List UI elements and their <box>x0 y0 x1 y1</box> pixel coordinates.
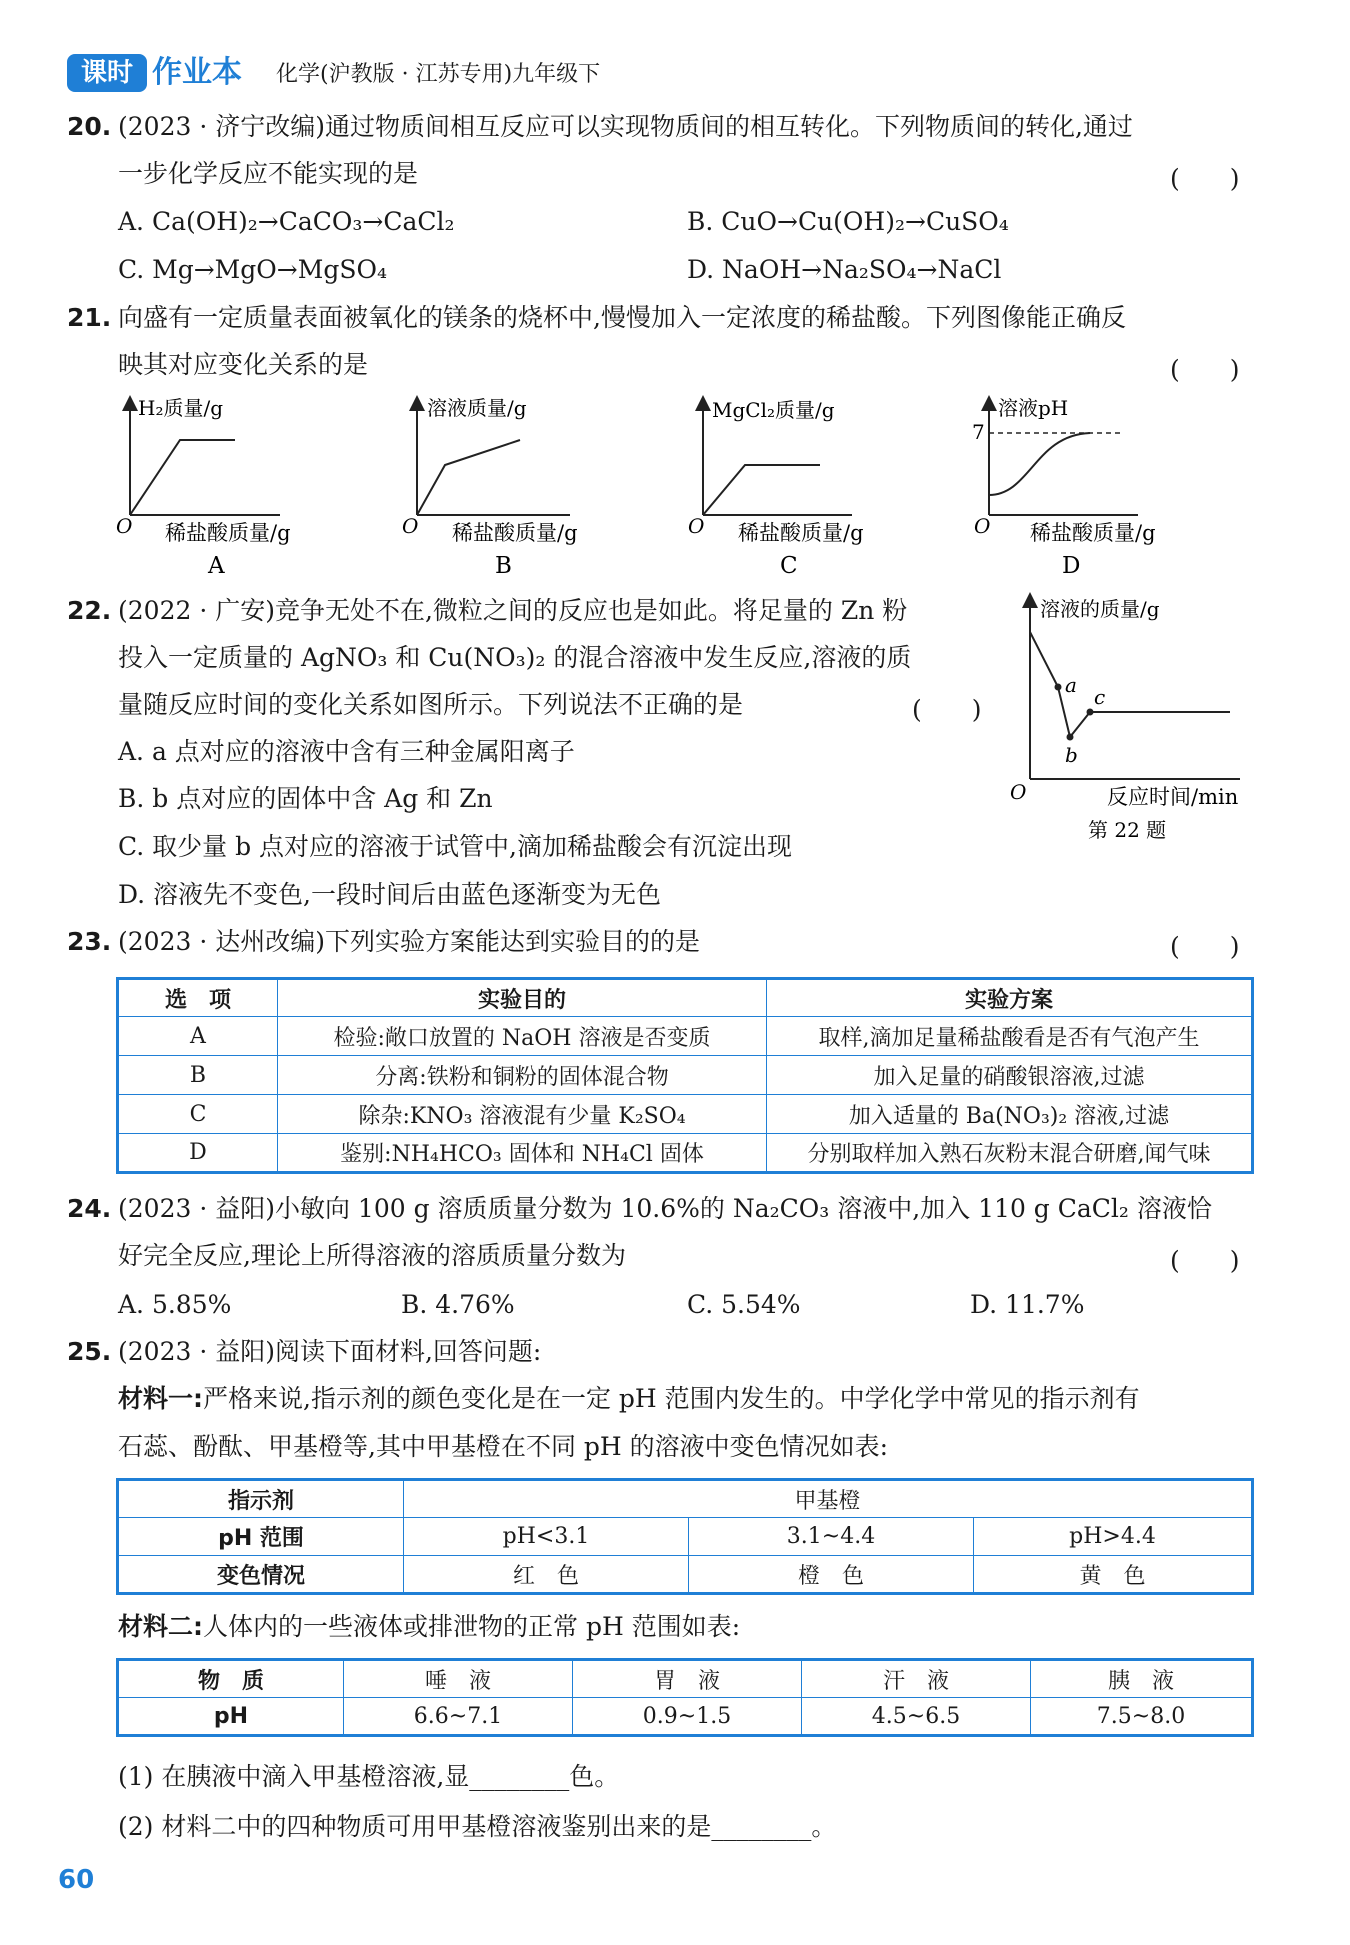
t1-cell: 橙 色 <box>689 1556 974 1594</box>
t2-cell: 胰 液 <box>1031 1660 1253 1698</box>
t1-header-indicator: 指示剂 <box>118 1480 404 1518</box>
q24-option-a: A. 5.85% <box>118 1290 232 1319</box>
book-title: 作业本 <box>152 55 242 90</box>
q23-cell: 加入足量的硝酸银溶液,过滤 <box>767 1056 1253 1095</box>
q25-table2 <box>116 1658 1254 1737</box>
q22-option-b: B. b 点对应的固体中含 Ag 和 Zn <box>118 784 493 813</box>
graph-d-xlabel: 稀盐酸质量/g <box>1030 521 1156 545</box>
graph-c-curve <box>703 465 820 515</box>
t1-cell: 3.1~4.4 <box>689 1518 974 1556</box>
q25-line1: (2023 · 益阳)阅读下面材料,回答问题: <box>118 1337 542 1366</box>
t1-header-ph: pH 范围 <box>118 1518 404 1556</box>
t1-cell: 红 色 <box>404 1556 689 1594</box>
graph-b-xlabel: 稀盐酸质量/g <box>452 521 578 545</box>
q25-material1-label: 材料一: <box>118 1384 203 1413</box>
q20-line2: 一步化学反应不能实现的是 <box>118 159 419 188</box>
q21-graphs <box>100 395 1280 590</box>
q24-line2: 好完全反应,理论上所得溶液的溶质质量分数为 <box>118 1241 626 1270</box>
t2-cell: 0.9~1.5 <box>573 1698 802 1736</box>
graph-b-curve <box>417 440 520 515</box>
q22-option-a: A. a 点对应的溶液中含有三种金属阳离子 <box>118 737 575 766</box>
q20-answer-paren: ( ) <box>1170 164 1240 193</box>
q25-material1-line2: 石蕊、酚酞、甲基橙等,其中甲基橙在不同 pH 的溶液中变色情况如表: <box>118 1432 889 1461</box>
q22-graph-ylabel: 溶液的质量/g <box>1040 597 1160 621</box>
q22-label-b: b <box>1065 743 1078 767</box>
q23-cell: 分别取样加入熟石灰粉末混合研磨,闻气味 <box>767 1134 1253 1173</box>
q22-graph-origin: O <box>1010 780 1027 804</box>
q20-option-a: A. Ca(OH)₂→CaCO₃→CaCl₂ <box>118 207 455 236</box>
graph-d-tick-7: 7 <box>972 420 985 444</box>
question-number-20: 20. <box>67 112 112 141</box>
logo-badge: 课时 <box>67 54 147 92</box>
q22-option-d: D. 溶液先不变色,一段时间后由蓝色逐渐变为无色 <box>118 880 661 909</box>
q22-graph-caption: 第 22 题 <box>1088 818 1167 842</box>
q25-sub1: (1) 在胰液中滴入甲基橙溶液,显________色。 <box>118 1762 620 1791</box>
q23-answer-paren: ( ) <box>1170 932 1240 961</box>
q23-header-plan: 实验方案 <box>767 979 1253 1017</box>
table-row <box>118 1556 1253 1594</box>
q20-option-d: D. NaOH→Na₂SO₄→NaCl <box>687 255 1002 284</box>
q23-cell: 取样,滴加足量稀盐酸看是否有气泡产生 <box>767 1017 1253 1056</box>
q23-cell: 加入适量的 Ba(NO₃)₂ 溶液,过滤 <box>767 1095 1253 1134</box>
point-a <box>1055 684 1062 691</box>
q21-line1: 向盛有一定质量表面被氧化的镁条的烧杯中,慢慢加入一定浓度的稀盐酸。下列图像能正确反 <box>118 303 1126 332</box>
t1-header-color: 变色情况 <box>118 1556 404 1594</box>
graph-d-curve <box>989 433 1090 495</box>
graph-d <box>972 396 1156 579</box>
q23-header-option: 选 项 <box>118 979 278 1017</box>
t2-cell: 汗 液 <box>802 1660 1031 1698</box>
table-row <box>118 1017 1253 1056</box>
q23-cell: 除杂:KNO₃ 溶液混有少量 K₂SO₄ <box>278 1095 767 1134</box>
graph-c-origin: O <box>688 514 705 538</box>
graph-c-xlabel: 稀盐酸质量/g <box>738 521 864 545</box>
graph-c-ylabel: MgCl₂质量/g <box>712 398 835 422</box>
table-row <box>118 1134 1253 1173</box>
table-row <box>118 1518 1253 1556</box>
t2-header-ph: pH <box>118 1698 344 1736</box>
q22-label-a: a <box>1065 673 1077 697</box>
graph-a <box>116 396 291 579</box>
q22-line3: 量随反应时间的变化关系如图所示。下列说法不正确的是 <box>118 690 744 719</box>
q22-line2: 投入一定质量的 AgNO₃ 和 Cu(NO₃)₂ 的混合溶液中发生反应,溶液的质 <box>118 643 912 672</box>
q23-header-purpose: 实验目的 <box>278 979 767 1017</box>
page-number: 60 <box>58 1865 95 1895</box>
q25-material1-line1-wrap <box>118 1384 1140 1414</box>
graph-d-ylabel: 溶液pH <box>998 396 1069 420</box>
q25-table1 <box>116 1478 1254 1595</box>
q20-option-c: C. Mg→MgO→MgSO₄ <box>118 255 387 284</box>
t1-cell: pH<3.1 <box>404 1518 689 1556</box>
t1-methyl-orange: 甲基橙 <box>404 1480 1253 1518</box>
question-number-21: 21. <box>67 303 112 332</box>
table-row <box>118 1056 1253 1095</box>
q20-option-b: B. CuO→Cu(OH)₂→CuSO₄ <box>687 207 1009 236</box>
q25-sub2: (2) 材料二中的四种物质可用甲基橙溶液鉴别出来的是________。 <box>118 1812 837 1841</box>
graph-b-origin: O <box>402 514 419 538</box>
q23-line1: (2023 · 达州改编)下列实验方案能达到实验目的的是 <box>118 927 700 956</box>
graph-a-curve <box>130 440 235 515</box>
q23-cell: C <box>118 1095 278 1134</box>
q22-graph <box>1010 592 1260 852</box>
q23-cell: D <box>118 1134 278 1173</box>
q22-label-c: c <box>1094 685 1106 709</box>
graph-c <box>688 398 864 579</box>
point-c <box>1087 709 1094 716</box>
q21-answer-paren: ( ) <box>1170 355 1240 384</box>
t2-header-substance: 物 质 <box>118 1660 344 1698</box>
graph-a-ylabel: H₂质量/g <box>138 396 223 420</box>
graph-b-ylabel: 溶液质量/g <box>427 396 527 420</box>
q24-option-b: B. 4.76% <box>401 1290 515 1319</box>
graph-a-xlabel: 稀盐酸质量/g <box>165 521 291 545</box>
q24-answer-paren: ( ) <box>1170 1246 1240 1275</box>
q23-table <box>116 977 1254 1174</box>
q23-cell: A <box>118 1017 278 1056</box>
q25-material2-label: 材料二: <box>118 1612 203 1641</box>
graph-a-origin: O <box>116 514 133 538</box>
q24-option-d: D. 11.7% <box>970 1290 1085 1319</box>
q23-cell: B <box>118 1056 278 1095</box>
q21-line2: 映其对应变化关系的是 <box>118 350 369 379</box>
question-number-22: 22. <box>67 596 112 625</box>
question-number-24: 24. <box>67 1194 112 1223</box>
t2-cell: 4.5~6.5 <box>802 1698 1031 1736</box>
t2-cell: 6.6~7.1 <box>344 1698 573 1736</box>
graph-c-letter: C <box>780 553 798 579</box>
q23-cell: 检验:敞口放置的 NaOH 溶液是否变质 <box>278 1017 767 1056</box>
table-row <box>118 1698 1253 1736</box>
table-row <box>118 1095 1253 1134</box>
q24-option-c: C. 5.54% <box>687 1290 801 1319</box>
graph-b-letter: B <box>495 553 512 579</box>
q24-line1: (2023 · 益阳)小敏向 100 g 溶质质量分数为 10.6%的 Na₂CO₃ 溶液中,加入 110 g CaCl₂ 溶液恰 <box>118 1194 1212 1223</box>
t2-cell: 胃 液 <box>573 1660 802 1698</box>
q22-graph-xlabel: 反应时间/min <box>1107 785 1239 809</box>
t1-cell: pH>4.4 <box>974 1518 1253 1556</box>
question-number-25: 25. <box>67 1337 112 1366</box>
graph-d-origin: O <box>974 514 991 538</box>
graph-b <box>402 396 578 579</box>
subject-title: 化学(沪教版 · 江苏专用)九年级下 <box>276 62 601 87</box>
q25-material2-wrap <box>118 1612 740 1642</box>
point-b <box>1067 734 1074 741</box>
q25-material2-line1: 人体内的一些液体或排泄物的正常 pH 范围如表: <box>203 1612 741 1641</box>
t2-cell: 7.5~8.0 <box>1031 1698 1253 1736</box>
graph-a-letter: A <box>208 553 225 579</box>
q22-answer-paren: ( ) <box>912 695 982 724</box>
question-number-23: 23. <box>67 927 112 956</box>
graph-d-letter: D <box>1062 553 1081 579</box>
q22-line1: (2022 · 广安)竞争无处不在,微粒之间的反应也是如此。将足量的 Zn 粉 <box>118 596 908 625</box>
q25-material1-line1: 严格来说,指示剂的颜色变化是在一定 pH 范围内发生的。中学化学中常见的指示剂有 <box>203 1384 1140 1413</box>
t2-cell: 唾 液 <box>344 1660 573 1698</box>
t1-cell: 黄 色 <box>974 1556 1253 1594</box>
q23-cell: 分离:铁粉和铜粉的固体混合物 <box>278 1056 767 1095</box>
q23-cell: 鉴别:NH₄HCO₃ 固体和 NH₄Cl 固体 <box>278 1134 767 1173</box>
q20-line1: (2023 · 济宁改编)通过物质间相互反应可以实现物质间的相互转化。下列物质间的转化,通过 <box>118 112 1133 141</box>
q22-option-c: C. 取少量 b 点对应的溶液于试管中,滴加稀盐酸会有沉淀出现 <box>118 832 792 861</box>
